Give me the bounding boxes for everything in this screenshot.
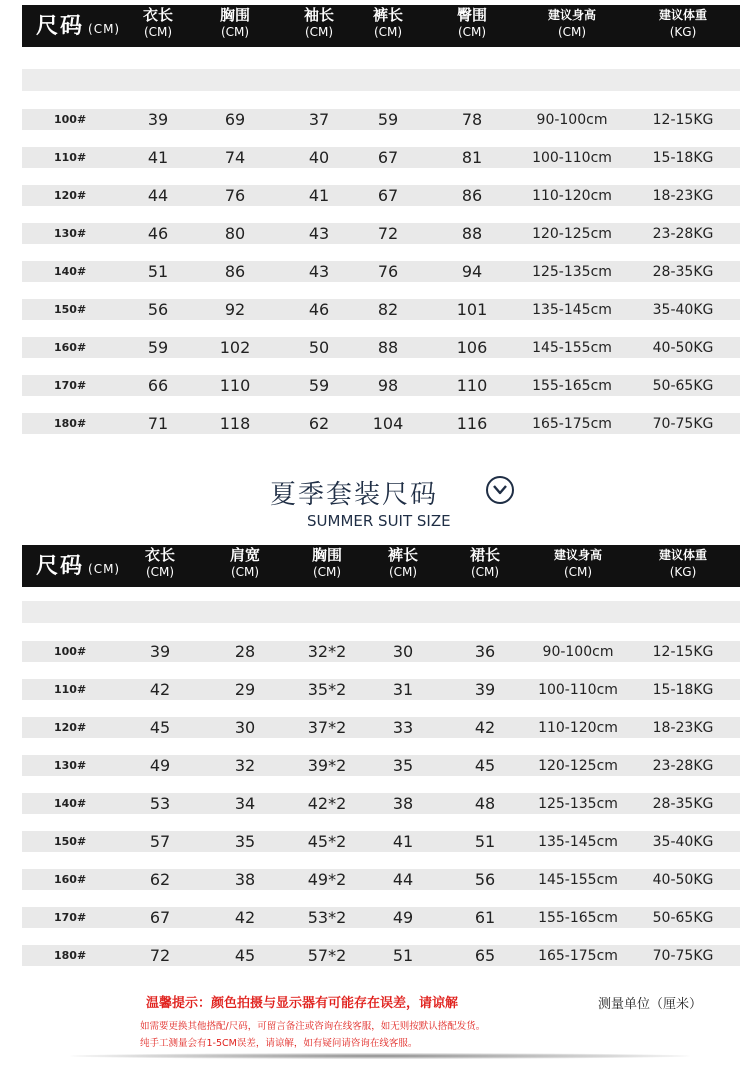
- column-header-unit: (KG): [669, 25, 697, 39]
- size-cell: 170#: [54, 379, 87, 392]
- table-cell: 120-125cm: [538, 758, 618, 774]
- table-cell: 61: [474, 908, 496, 927]
- table-cell: 32: [234, 756, 256, 775]
- size-table-summer-suit: [22, 545, 740, 975]
- column-header: [143, 7, 173, 41]
- table-cell: 76: [224, 186, 246, 205]
- column-header: [554, 547, 602, 581]
- table-cell: 90-100cm: [542, 644, 614, 660]
- section-title-cn: 夏季套装尺码: [270, 480, 439, 510]
- table-cell: 70-75KG: [652, 416, 714, 432]
- table-cell: 125-135cm: [532, 264, 612, 280]
- table-cell: 44: [392, 870, 414, 889]
- table-row: [22, 337, 740, 358]
- table-row: [22, 261, 740, 282]
- column-header: [373, 7, 403, 41]
- table-cell: 56: [147, 300, 169, 319]
- table-cell: 35: [234, 832, 256, 851]
- size-table-top: [22, 5, 740, 435]
- table-cell: 43: [308, 262, 330, 281]
- table-row: [22, 185, 740, 206]
- size-cell: 140#: [54, 797, 87, 810]
- table-cell: 78: [461, 110, 483, 129]
- table-cell: 31: [392, 680, 414, 699]
- table-cell: 62: [308, 414, 330, 433]
- table-cell: 42: [474, 718, 496, 737]
- table-row: [22, 907, 740, 928]
- table-cell: 37*2: [307, 718, 347, 737]
- table-cell: 40-50KG: [652, 340, 714, 356]
- table-cell: 15-18KG: [652, 150, 714, 166]
- table-header: [22, 5, 740, 47]
- table-cell: 38: [392, 794, 414, 813]
- table-cell: 56: [474, 870, 496, 889]
- size-cell: 100#: [54, 113, 87, 126]
- table-cell: 23-28KG: [652, 226, 714, 242]
- size-cell: 150#: [54, 303, 87, 316]
- size-cell: 160#: [54, 873, 87, 886]
- table-cell: 145-155cm: [532, 340, 612, 356]
- size-column-header: [36, 549, 120, 583]
- table-cell: 76: [377, 262, 399, 281]
- column-header-label: 胸围: [219, 6, 251, 24]
- table-cell: 45: [474, 756, 496, 775]
- table-cell: 88: [461, 224, 483, 243]
- table-row: [22, 717, 740, 738]
- column-header-label: 建议体重: [658, 8, 708, 22]
- column-header-unit: (CM): [457, 25, 487, 39]
- table-row: [22, 945, 740, 966]
- table-row: [22, 147, 740, 168]
- table-cell: 49: [392, 908, 414, 927]
- size-cell: 150#: [54, 835, 87, 848]
- table-cell: 94: [461, 262, 483, 281]
- table-cell: 88: [377, 338, 399, 357]
- table-spacer: [22, 69, 740, 91]
- chevron-down-circle-icon: [486, 476, 514, 504]
- table-cell: 125-135cm: [538, 796, 618, 812]
- column-header: [388, 547, 418, 581]
- table-cell: 23-28KG: [652, 758, 714, 774]
- size-cell: 120#: [54, 721, 87, 734]
- column-header-label: 衣长: [144, 546, 176, 564]
- column-header-unit: (CM): [220, 25, 250, 39]
- table-cell: 135-145cm: [538, 834, 618, 850]
- table-cell: 135-145cm: [532, 302, 612, 318]
- table-row: [22, 641, 740, 662]
- table-cell: 71: [147, 414, 169, 433]
- table-cell: 40: [308, 148, 330, 167]
- column-header: [457, 7, 487, 41]
- size-unit: (CM): [88, 22, 121, 36]
- table-cell: 80: [224, 224, 246, 243]
- error-note: 纯手工测量会有1-5CM误差，请谅解，如有疑问请咨询在线客服。: [140, 1038, 418, 1049]
- table-cell: 30: [234, 718, 256, 737]
- table-spacer: [22, 601, 740, 623]
- column-header-unit: (CM): [373, 25, 403, 39]
- table-cell: 44: [147, 186, 169, 205]
- table-cell: 86: [224, 262, 246, 281]
- table-cell: 28: [234, 642, 256, 661]
- table-cell: 35-40KG: [652, 302, 714, 318]
- column-header-unit: (CM): [388, 565, 418, 579]
- table-cell: 110: [219, 376, 251, 395]
- column-header-label: 裤长: [387, 546, 419, 564]
- table-cell: 39: [149, 642, 171, 661]
- table-cell: 30: [392, 642, 414, 661]
- table-cell: 51: [392, 946, 414, 965]
- table-cell: 41: [392, 832, 414, 851]
- table-cell: 45: [234, 946, 256, 965]
- size-label: 尺码: [36, 554, 85, 579]
- column-header-label: 胸围: [311, 546, 343, 564]
- table-cell: 39*2: [307, 756, 347, 775]
- table-cell: 165-175cm: [532, 416, 612, 432]
- column-header-unit: (CM): [230, 565, 260, 579]
- table-cell: 12-15KG: [652, 112, 714, 128]
- column-header: [304, 7, 334, 41]
- table-cell: 57*2: [307, 946, 347, 965]
- table-cell: 67: [377, 186, 399, 205]
- size-cell: 160#: [54, 341, 87, 354]
- column-header-label: 裙长: [469, 546, 501, 564]
- table-cell: 165-175cm: [538, 948, 618, 964]
- table-row: [22, 413, 740, 434]
- column-header-unit: (CM): [563, 565, 593, 579]
- table-cell: 50-65KG: [652, 910, 714, 926]
- section-title-en: SUMMER SUIT SIZE: [307, 512, 451, 530]
- column-header-unit: (CM): [470, 565, 500, 579]
- table-row: [22, 299, 740, 320]
- column-header-label: 建议身高: [547, 8, 597, 22]
- table-row: [22, 793, 740, 814]
- table-cell: 59: [147, 338, 169, 357]
- table-row: [22, 679, 740, 700]
- color-tip: 温馨提示：颜色拍摄与显示器有可能存在误差，请谅解: [146, 996, 459, 1011]
- table-cell: 41: [147, 148, 169, 167]
- size-cell: 130#: [54, 227, 87, 240]
- table-cell: 49: [149, 756, 171, 775]
- size-cell: 100#: [54, 645, 87, 658]
- table-cell: 90-100cm: [536, 112, 608, 128]
- table-cell: 42: [149, 680, 171, 699]
- table-cell: 29: [234, 680, 256, 699]
- size-unit: (CM): [88, 562, 121, 576]
- table-cell: 110-120cm: [532, 188, 612, 204]
- table-cell: 110: [456, 376, 488, 395]
- table-cell: 39: [474, 680, 496, 699]
- column-header: [312, 547, 342, 581]
- column-header: [470, 547, 500, 581]
- table-cell: 92: [224, 300, 246, 319]
- table-cell: 35: [392, 756, 414, 775]
- table-cell: 18-23KG: [652, 188, 714, 204]
- column-header-unit: (CM): [304, 25, 334, 39]
- table-cell: 53: [149, 794, 171, 813]
- table-cell: 42*2: [307, 794, 347, 813]
- table-cell: 35-40KG: [652, 834, 714, 850]
- table-header: [22, 545, 740, 587]
- column-header-label: 建议体重: [658, 548, 708, 562]
- table-cell: 28-35KG: [652, 796, 714, 812]
- table-cell: 104: [372, 414, 404, 433]
- table-cell: 86: [461, 186, 483, 205]
- size-cell: 120#: [54, 189, 87, 202]
- table-cell: 66: [147, 376, 169, 395]
- table-cell: 155-165cm: [532, 378, 612, 394]
- table-cell: 35*2: [307, 680, 347, 699]
- table-cell: 45*2: [307, 832, 347, 851]
- bottom-shadow: [70, 1053, 690, 1059]
- table-cell: 18-23KG: [652, 720, 714, 736]
- column-header-label: 裤长: [372, 6, 404, 24]
- table-cell: 74: [224, 148, 246, 167]
- table-cell: 155-165cm: [538, 910, 618, 926]
- section-title: [0, 468, 750, 538]
- table-cell: 110-120cm: [538, 720, 618, 736]
- table-cell: 57: [149, 832, 171, 851]
- table-cell: 48: [474, 794, 496, 813]
- table-cell: 36: [474, 642, 496, 661]
- size-cell: 140#: [54, 265, 87, 278]
- table-cell: 33: [392, 718, 414, 737]
- column-header-unit: (CM): [557, 25, 587, 39]
- table-cell: 42: [234, 908, 256, 927]
- table-cell: 12-15KG: [652, 644, 714, 660]
- table-cell: 43: [308, 224, 330, 243]
- column-header: [145, 547, 175, 581]
- column-header: [548, 7, 596, 41]
- column-header: [230, 547, 260, 581]
- table-cell: 50-65KG: [652, 378, 714, 394]
- table-cell: 39: [147, 110, 169, 129]
- table-cell: 102: [219, 338, 251, 357]
- table-cell: 40-50KG: [652, 872, 714, 888]
- table-cell: 46: [308, 300, 330, 319]
- table-cell: 70-75KG: [652, 948, 714, 964]
- table-cell: 50: [308, 338, 330, 357]
- table-cell: 120-125cm: [532, 226, 612, 242]
- size-column-header: [36, 9, 120, 43]
- table-cell: 101: [456, 300, 488, 319]
- table-cell: 34: [234, 794, 256, 813]
- table-cell: 118: [219, 414, 251, 433]
- table-row: [22, 869, 740, 890]
- table-cell: 145-155cm: [538, 872, 618, 888]
- table-cell: 72: [149, 946, 171, 965]
- column-header-unit: (CM): [312, 565, 342, 579]
- size-label: 尺码: [36, 14, 85, 39]
- table-cell: 59: [377, 110, 399, 129]
- size-cell: 110#: [54, 683, 87, 696]
- column-header-label: 臀围: [456, 6, 488, 24]
- table-cell: 28-35KG: [652, 264, 714, 280]
- table-row: [22, 375, 740, 396]
- table-cell: 45: [149, 718, 171, 737]
- column-header-unit: (CM): [145, 565, 175, 579]
- table-cell: 67: [149, 908, 171, 927]
- table-row: [22, 223, 740, 244]
- table-cell: 46: [147, 224, 169, 243]
- table-cell: 100-110cm: [538, 682, 618, 698]
- column-header-label: 袖长: [303, 6, 335, 24]
- table-cell: 49*2: [307, 870, 347, 889]
- size-cell: 170#: [54, 911, 87, 924]
- table-cell: 100-110cm: [532, 150, 612, 166]
- size-cell: 180#: [54, 417, 87, 430]
- table-row: [22, 755, 740, 776]
- table-cell: 51: [474, 832, 496, 851]
- column-header-label: 建议身高: [553, 548, 603, 562]
- column-header-label: 衣长: [142, 6, 174, 24]
- table-cell: 51: [147, 262, 169, 281]
- table-cell: 81: [461, 148, 483, 167]
- table-row: [22, 831, 740, 852]
- table-cell: 106: [456, 338, 488, 357]
- table-cell: 65: [474, 946, 496, 965]
- column-header: [659, 547, 707, 581]
- table-cell: 41: [308, 186, 330, 205]
- table-cell: 37: [308, 110, 330, 129]
- table-cell: 72: [377, 224, 399, 243]
- table-cell: 59: [308, 376, 330, 395]
- table-cell: 98: [377, 376, 399, 395]
- size-cell: 110#: [54, 151, 87, 164]
- table-cell: 62: [149, 870, 171, 889]
- column-header-label: 肩宽: [229, 546, 261, 564]
- table-row: [22, 109, 740, 130]
- measure-unit-note: 测量单位（厘米）: [598, 997, 703, 1012]
- table-cell: 15-18KG: [652, 682, 714, 698]
- size-cell: 130#: [54, 759, 87, 772]
- column-header: [220, 7, 250, 41]
- change-note: 如需要更换其他搭配/尺码，可留言备注或咨询在线客服，如无则按默认搭配发货。: [140, 1021, 486, 1032]
- column-header: [659, 7, 707, 41]
- column-header-unit: (CM): [143, 25, 173, 39]
- table-cell: 69: [224, 110, 246, 129]
- table-cell: 82: [377, 300, 399, 319]
- column-header-unit: (KG): [669, 565, 697, 579]
- table-cell: 116: [456, 414, 488, 433]
- table-cell: 38: [234, 870, 256, 889]
- table-cell: 32*2: [307, 642, 347, 661]
- table-cell: 53*2: [307, 908, 347, 927]
- size-cell: 180#: [54, 949, 87, 962]
- table-cell: 67: [377, 148, 399, 167]
